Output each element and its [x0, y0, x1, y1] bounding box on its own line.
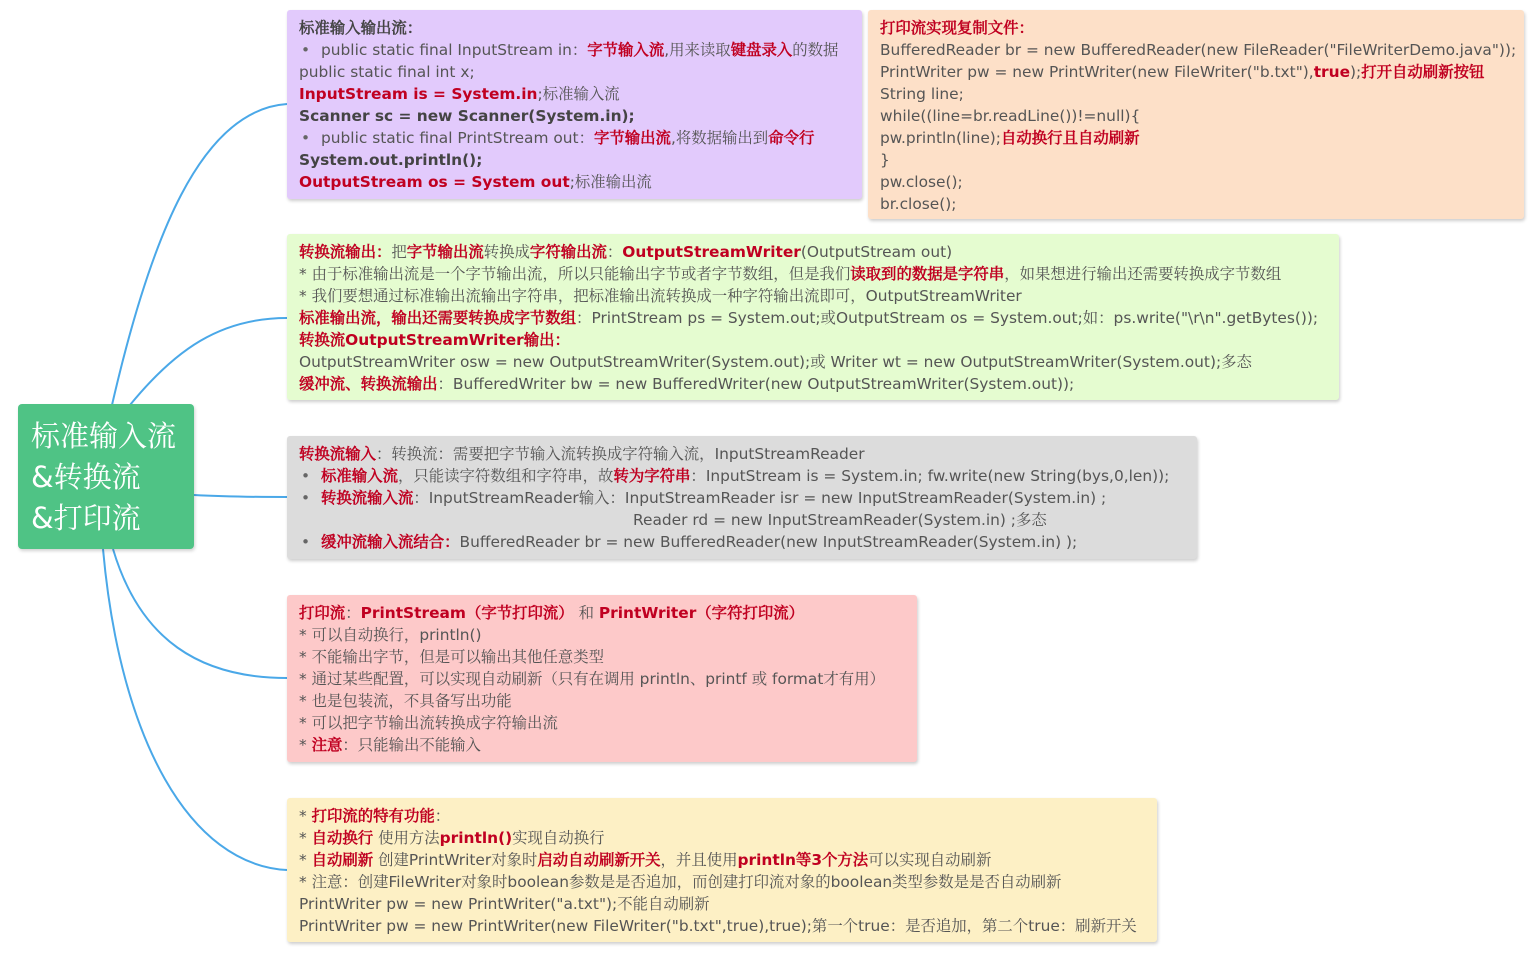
body-text: * — [299, 829, 312, 847]
highlight-text: 自动换行且自动刷新 — [1001, 129, 1140, 147]
body-text: ： — [606, 243, 623, 261]
highlight-text: InputStream is = System.in — [299, 85, 538, 103]
card-text-line — [880, 171, 1524, 193]
body-text: ，如果想进行输出还需要转换成字节数组 — [1004, 265, 1282, 283]
body-text: (OutputStream out) — [800, 243, 953, 261]
connector-card6 — [103, 549, 287, 870]
highlight-text: 字符输出流 — [529, 243, 607, 261]
body-text: 实现自动换行 — [512, 829, 605, 847]
card-text-line — [299, 646, 917, 668]
body-text: ：BufferedWriter bw = new BufferedWriter(new OutputStreamWriter(System.out)); — [437, 375, 1075, 393]
body-text: Reader rd = new InputStreamReader(System.in) ;多态 — [633, 511, 1047, 529]
card-text-line — [880, 193, 1524, 215]
card-text-line — [299, 624, 917, 646]
highlight-text: 转为字符串 — [613, 467, 691, 485]
body-text: br.close(); — [880, 195, 957, 213]
body-text: ;标准输出流 — [569, 173, 652, 191]
card-text-line — [299, 149, 862, 171]
body-text: ：转换流：需要把字节输入流转换成字符输入流，InputStreamReader — [375, 445, 865, 463]
body-text: * 可以把字节输出流转换成字符输出流 — [299, 714, 558, 732]
highlight-text: 标准输入流 — [321, 467, 398, 485]
body-text: * 注意：创建FileWriter对象时boolean参数是是否追加，而创建打印流对象的boolean类型参数是是否自动刷新 — [299, 873, 1062, 891]
highlight-text: 转换流输出： — [299, 243, 392, 261]
body-text: ，只能读字符数组和字符串，故 — [397, 467, 614, 485]
conversion-output-card[interactable] — [287, 234, 1339, 400]
print-stream-card[interactable] — [287, 595, 917, 762]
highlight-text: 自动刷新 — [311, 851, 374, 869]
body-text: * 可以自动换行，println() — [299, 626, 482, 644]
body-text: * 不能输出字节，但是可以输出其他任意类型 — [299, 648, 605, 666]
body-text: ： — [345, 604, 361, 622]
body-text: 和 — [573, 604, 599, 622]
card-text-line — [299, 602, 917, 624]
highlight-text: OutputStreamWriter — [622, 243, 801, 261]
body-text: PrintWriter pw = new PrintWriter(new FileWriter("b.txt"), — [880, 63, 1314, 81]
highlight-text: 打开自动刷新按钮 — [1361, 63, 1485, 81]
body-text: BufferedReader br = new BufferedReader(new FileReader("FileWriterDemo.java")); — [880, 41, 1517, 59]
highlight-text: 缓冲流、转换流输出 — [299, 375, 438, 393]
card-text-line — [299, 668, 917, 690]
body-text: PrintWriter pw = new PrintWriter("a.txt");不能自动刷新 — [299, 895, 710, 913]
card-text-line — [299, 329, 1339, 351]
card-text-line — [299, 241, 1339, 263]
root-topic-line: &打印流 — [31, 501, 141, 535]
body-text: OutputStreamWriter osw = new OutputStreamWriter(System.out);或 Writer wt = new OutputStreamWriter(System.out);多态 — [299, 353, 1252, 371]
body-text: 把 — [391, 243, 407, 261]
highlight-text: true — [1313, 63, 1351, 81]
card-text-line — [880, 105, 1524, 127]
card-text-line — [299, 871, 1157, 893]
body-text: ); — [1350, 63, 1362, 81]
body-text: ：PrintStream ps = System.out;或OutputStream os = System.out;如：ps.write("\r\n".getBytes()); — [576, 309, 1319, 327]
highlight-text: 缓冲流输入流结合： — [321, 533, 460, 551]
card-text-line — [299, 61, 862, 83]
print-stream-copy-file-card[interactable] — [868, 10, 1524, 219]
body-text: ,用来读取 — [664, 41, 731, 59]
connector-card3 — [130, 318, 287, 405]
body-text: } — [880, 151, 890, 169]
card-text-line — [299, 307, 1339, 329]
highlight-text: 字节输入流 — [587, 41, 665, 59]
card-text-line — [880, 61, 1524, 83]
body-text: 可以实现自动刷新 — [868, 851, 992, 869]
highlight-text: OutputStream os = System out — [299, 173, 570, 191]
card-text-line — [299, 127, 862, 149]
body-text: ：InputStreamReader输入：InputStreamReader isr = new InputStreamReader(System.in) ; — [413, 489, 1107, 507]
card-text-line — [880, 149, 1524, 171]
connector-card4 — [194, 495, 287, 497]
body-text: * 由于标准输出流是一个字节输出流，所以只能输出字节或者字节数组，但是我们 — [299, 265, 851, 283]
body-text: public static final int x; — [299, 63, 475, 81]
highlight-text: 自动换行 — [311, 829, 374, 847]
card-text-line — [299, 805, 1157, 827]
highlight-text: 标准输出流，输出还需要转换成字节数组 — [299, 309, 577, 327]
body-text: ： — [434, 807, 451, 825]
body-text: 创建PrintWriter对象时 — [373, 851, 538, 869]
body-text: * — [299, 807, 312, 825]
standard-io-stream-card[interactable] — [287, 10, 862, 199]
card-text-line — [299, 105, 862, 127]
highlight-text: 读取到的数据是字符串 — [850, 265, 1005, 283]
highlight-text: 打印流 — [299, 604, 346, 622]
highlight-text: PrintStream（字节打印流） — [360, 604, 574, 622]
card-text-line — [299, 443, 1197, 465]
highlight-text: 键盘录入 — [730, 41, 793, 59]
body-text: public static final InputStream in： — [321, 41, 588, 59]
highlight-text: 注意 — [311, 736, 343, 754]
body-text: pw.close(); — [880, 173, 963, 191]
highlight-text: 打印流的特有功能 — [311, 807, 435, 825]
card-text-line — [299, 827, 1157, 849]
body-text: ,将数据输出到 — [670, 129, 769, 147]
highlight-text: 启动自动刷新开关 — [537, 851, 661, 869]
body-text: * 我们要想通过标准输出流输出字符串，把标准输出流转换成一种字符输出流即可，OutputStreamWriter — [299, 287, 1022, 305]
card-text-line — [299, 531, 1197, 553]
print-stream-features-card[interactable] — [287, 798, 1157, 942]
card-text-line — [299, 712, 917, 734]
card-text-line — [299, 263, 1339, 285]
connector-card1 — [112, 104, 287, 405]
body-text: while((line=br.readLine())!=null){ — [880, 107, 1141, 125]
highlight-text: 字节输出流 — [406, 243, 484, 261]
highlight-text: println() — [439, 829, 513, 847]
body-text: BufferedReader br = new BufferedReader(new InputStreamReader(System.in) ); — [459, 533, 1078, 551]
body-text: ，并且使用 — [660, 851, 738, 869]
body-text: pw.println(line); — [880, 129, 1001, 147]
card-text-line — [299, 17, 862, 39]
body-text: * — [299, 736, 312, 754]
highlight-text: Scanner sc = new Scanner(System.in); — [299, 107, 635, 125]
card-text-line — [299, 487, 1197, 509]
body-text: * — [299, 851, 312, 869]
card-text-line — [299, 690, 917, 712]
card-text-line — [299, 39, 862, 61]
body-text: ：InputStream is = System.in; fw.write(new String(bys,0,len)); — [690, 467, 1170, 485]
card-text-line — [299, 509, 1197, 531]
card-text-line — [880, 39, 1524, 61]
conversion-input-card[interactable] — [287, 436, 1197, 559]
card-text-line — [299, 285, 1339, 307]
root-topic-line: &转换流 — [31, 460, 141, 494]
highlight-text: PrintWriter（字符打印流） — [598, 604, 805, 622]
card-text-line — [299, 734, 917, 756]
card-text-line — [299, 893, 1157, 915]
root-topic-line: 标准输入流 — [31, 419, 177, 453]
body-text: PrintWriter pw = new PrintWriter(new FileWriter("b.txt",true),true);第一个true：是否追加，第二个true：刷新开关 — [299, 917, 1137, 935]
highlight-text: 转换流OutputStreamWriter输出： — [299, 331, 570, 349]
body-text: 使用方法 — [373, 829, 440, 847]
body-text: public static final PrintStream out： — [321, 129, 594, 147]
highlight-text: 标准输入输出流： — [299, 19, 423, 37]
highlight-text: println等3个方法 — [737, 851, 869, 869]
root-topic-node[interactable] — [18, 404, 194, 549]
body-text: ;标准输入流 — [537, 85, 620, 103]
card-text-line — [299, 351, 1339, 373]
highlight-text: 打印流实现复制文件： — [880, 19, 1034, 37]
card-text-line — [299, 915, 1157, 937]
card-text-line — [880, 17, 1524, 39]
card-text-line — [299, 83, 862, 105]
card-text-line — [299, 373, 1339, 395]
body-text: 转换成 — [483, 243, 530, 261]
card-text-line — [299, 465, 1197, 487]
card-text-line — [299, 171, 862, 193]
body-text: 的数据 — [792, 41, 839, 59]
highlight-text: 字节输出流 — [593, 129, 671, 147]
body-text: ：只能输出不能输入 — [342, 736, 481, 754]
connector-card5 — [113, 549, 287, 678]
body-text: String line; — [880, 85, 964, 103]
card-text-line — [299, 849, 1157, 871]
highlight-text: 转换流输入流 — [321, 489, 414, 507]
card-text-line — [880, 127, 1524, 149]
body-text: * 也是包装流，不具备写出功能 — [299, 692, 512, 710]
body-text: * 通过某些配置，可以实现自动刷新（只有在调用 println、printf 或 format才有用） — [299, 670, 885, 688]
highlight-text: System.out.println(); — [299, 151, 483, 169]
highlight-text: 命令行 — [768, 129, 815, 147]
highlight-text: 转换流输入 — [299, 445, 376, 463]
card-text-line — [880, 83, 1524, 105]
